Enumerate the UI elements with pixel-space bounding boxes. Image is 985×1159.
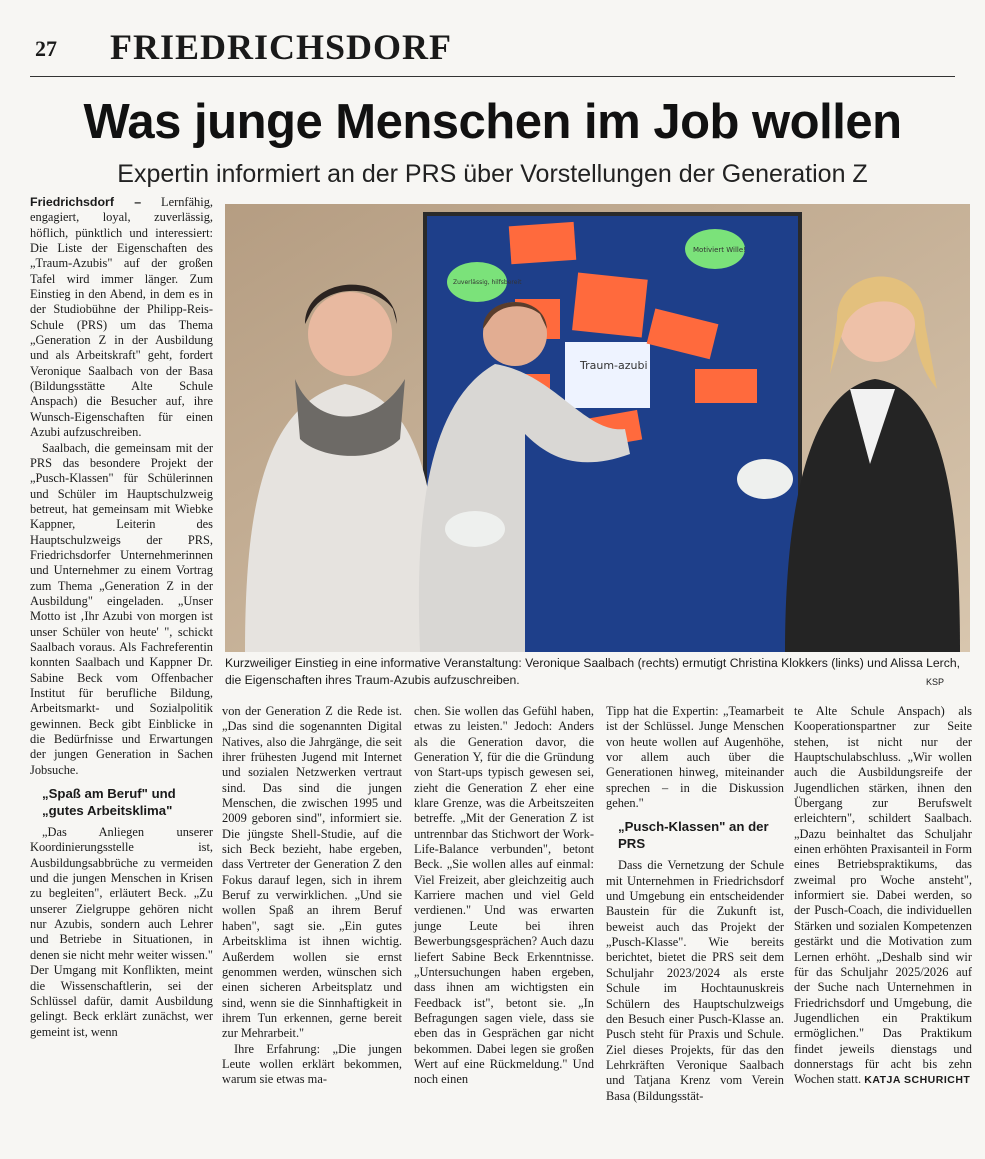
- subheading: „Pusch-Klassen" an der PRS: [618, 819, 769, 852]
- photo-illustration: [225, 204, 970, 652]
- paragraph: [30, 195, 213, 441]
- sticky-note: [695, 369, 757, 403]
- article-column-3: [414, 704, 594, 1088]
- sticky-note: [509, 222, 576, 264]
- header-rule: [30, 76, 955, 77]
- paragraph: Saalbach, die gemeinsam mit der PRS das besondere Projekt der „Pusch-Klassen" für Schülerinnen und Schüler im Hauptschulzweig betreut, hat gemeinsam mit Wiebke Kappner, Leiterin des Hauptschulzweigs der PRS, Friedrichsdorfer Unternehmerinnen und Unternehmer zu einem Vortrag zum Thema „Generation Z in der Ausbildung" eingeladen. „Unser Motto ist ‚Ihr Azubi von morgen ist unser Schüler von heute' ", schickt Saalbach voraus. Als Fachreferentin konnten Saalbach und Kappner Dr. Sabine Beck vom Offenbacher Institut für berufliche Bildung, Arbeitsmarkt- und Sozialpolitik gewinnen. Beck gibt Einblicke in die Bedürfnisse und Erwartungen der jungen Generation in Sachen Jobsuche.: [30, 440, 213, 777]
- photo-caption: [225, 655, 970, 689]
- note-text: Motiviert Wille!: [693, 246, 746, 254]
- dateline: Friedrichsdorf –: [30, 195, 142, 209]
- paragraph: chen. Sie wollen das Gefühl haben, etwas zu leisten." Jedoch: Anders als die Generation davor, die Generation Y, für die die Gründung von Start-ups typisch gewesen sei, zieht die Generation Z eher eine klare Grenze, was die Arbeitszeiten betreffe. „Mit der Generation Z ist untrennbar das Stichwort der Work-Life-Balance verbunden", betont Beck. „Sie wollen alles auf einmal: Viel Freizeit, aber gleichzeitig auch Karriere machen und viel Geld verdienen." Und was erwarten junge Leute bei ihren Bewerbungsgesprächen? Auch dazu liefert Sabine Beck Erkenntnisse. „Untersuchungen haben ergeben, dass ihnen am wichtigsten ein Feedback ist", betont sie. „In Befragungen sagen viele, dass sie eben das in Gesprächen gar nicht bekommen. Dabei legen sie großen Wert auf eine Rückmeldung." Und noch einen: [414, 704, 594, 1087]
- article-column-1: [30, 195, 213, 1040]
- paragraph-text: Lernfähig, engagiert, loyal, zuverlässig, höflich, pünktlich und interessiert: Die Liste der Eigenschaften des „Traum-Azubis" auf der großen Tafel wird immer länger. Zum Einstieg in den Abend, in dem es in der Studiobühne der Philipp-Reis-Schule (PRS) um das Thema „Generation Z in der Ausbildung und als Arbeitskraft" geht, fordert Veronique Saalbach von der Basa (Bildungsstätte Alte Schule Anspach) die Besucher auf, ihre Wunsch-Eigenschaften für einen Azubi aufzuschreiben.: [30, 195, 213, 440]
- adjacent-column-edge: [978, 175, 985, 1135]
- article-column-5: [794, 704, 972, 1089]
- page-header: [30, 20, 960, 72]
- caption-text: Kurzweiliger Einstieg in eine informative Veranstaltung: Veronique Saalbach (rechts) ermutigt Christina Klokkers (links) und Alissa Lerch, die Eigenschaften ihres Traum-Azubis aufzuschreiben.: [225, 656, 960, 687]
- subheading: „Spaß am Beruf" und „gutes Arbeitsklima": [42, 786, 176, 819]
- article-column-4: [606, 704, 784, 1104]
- sticky-note: [572, 272, 648, 337]
- paragraph: Dass die Vernetzung der Schule mit Unternehmen in Friedrichsdorf und Umgebung ein entscheidender Baustein für die Zukunft ist, beweist auch das Projekt der „Pusch-Klasse". Wie bereits berichtet, bietet die PRS seit dem Schuljahr 2023/2024 als erste Schule im Hochtaunuskreis Schülern des Hauptschulzweigs den Besuch einer Pusch-Klasse an. Pusch steht für Praxis und Schule. Ziel dieses Projekts, für das den Lehrkräften Veronique Saalbach und Tatjana Krenz vom Verein Basa (Bildungsstät-: [606, 858, 784, 1103]
- paragraph: Ihre Erfahrung: „Die jungen Leute wollen erklärt bekommen, warum sie etwas ma-: [222, 1041, 402, 1087]
- paragraph: „Das Anliegen unserer Koordinierungsstelle ist, Ausbildungsabbrüche zu vermeiden und die jungen Menschen in Krisen zu begleiten", erläutert Beck. „Zu unserer Zielgruppe gehören nicht nur Azubis, sondern auch Lehrer und Betriebe in Situationen, in denen sie nicht mehr weiter wissen." Der Umgang mit Konflikten, meint die Wissenschaftlerin, sei der Schlüssel dafür, damit Ausbildung gelingt. Beck erklärt zunächst, wer gemeint ist, wenn: [30, 825, 213, 1039]
- subheadline: Expertin informiert an der PRS über Vorstellungen der Generation Z: [117, 160, 868, 188]
- paragraph: [794, 704, 972, 1089]
- note-traum-azubi: [565, 342, 650, 408]
- author-signature: KATJA SCHURICHT: [864, 1074, 971, 1087]
- article-column-2: [222, 704, 402, 1088]
- section-title: FRIEDRICHSDORF: [110, 27, 453, 67]
- paragraph-text: te Alte Schule Anspach) als Kooperationspartner zur Seite stehen, ist nicht nur der Hauptschulabschluss. „Wir wollen auch die Ausbildungsreife der Jugendlichen stärken, ihnen den Übergang zur Berufswelt erleichtern", schildert Saalbach. „Dazu beinhaltet das Schuljahr einen erhöhten Praxisanteil in Form eines Betriebspraktikums, das zweimal pro Woche ansteht", informiert sie. Dabei werden, so der Pusch-Coach, die individuellen Stärken und sozialen Kompetenzen gestärkt und die Motivation zum Lernen erhöht. „Deshalb sind wir für das Schuljahr 2025/2026 auf der Suche nach Unternehmen in Friedrichsdorf und Umgebung, die Jugendlichen ein Praktikum ermöglichen." Das Praktikum findet jeweils dienstags und donnerstags für acht bis zehn Wochen statt.: [794, 704, 972, 1087]
- note-text: Zuverlässig, hilfsbereit: [453, 279, 522, 286]
- page-number: 27: [35, 36, 57, 61]
- photo-credit: KSP: [925, 677, 944, 687]
- paragraph: Tipp hat die Expertin: „Teamarbeit ist der Schlüssel. Junge Menschen von heute wollen auf Augenhöhe, vor allem auch über die Generationen hinweg, miteinander sprechen – in die Diskussion gehen.": [606, 704, 784, 811]
- headline: Was junge Menschen im Job wollen: [83, 95, 902, 149]
- article-photo: [225, 204, 970, 652]
- note-text: Traum-azubi: [580, 359, 648, 372]
- paragraph: von der Generation Z die Rede ist. „Das sind die sogenannten Digital Natives, also die Jahrgänge, die seit ihrer frühesten Jugend mit Internet und sozialen Netzwerken vertraut sind. Das sind die jungen Menschen, die zwischen 1995 und 2009 geboren sind", informiert sie. Die jüngste Shell-Studie, auf die sich Beck bezieht, habe ergeben, dass Vertreter der Generation Z den Fokus darauf legen, sich in ihrem Beruf zu verwirklichen. „Und sie wollen Spaß an ihrem Beruf haben", sagt sie. „Ein gutes Arbeitsklima ist ihnen wichtig. Außerdem wollen sie ernst genommen werden, wünschen sich einen sicheren Arbeitsplatz und sind, wenn sie die Sinnhaftigkeit in ihrem Tun erkennen, gerne bereit zur Mehrarbeit.": [222, 704, 402, 1041]
